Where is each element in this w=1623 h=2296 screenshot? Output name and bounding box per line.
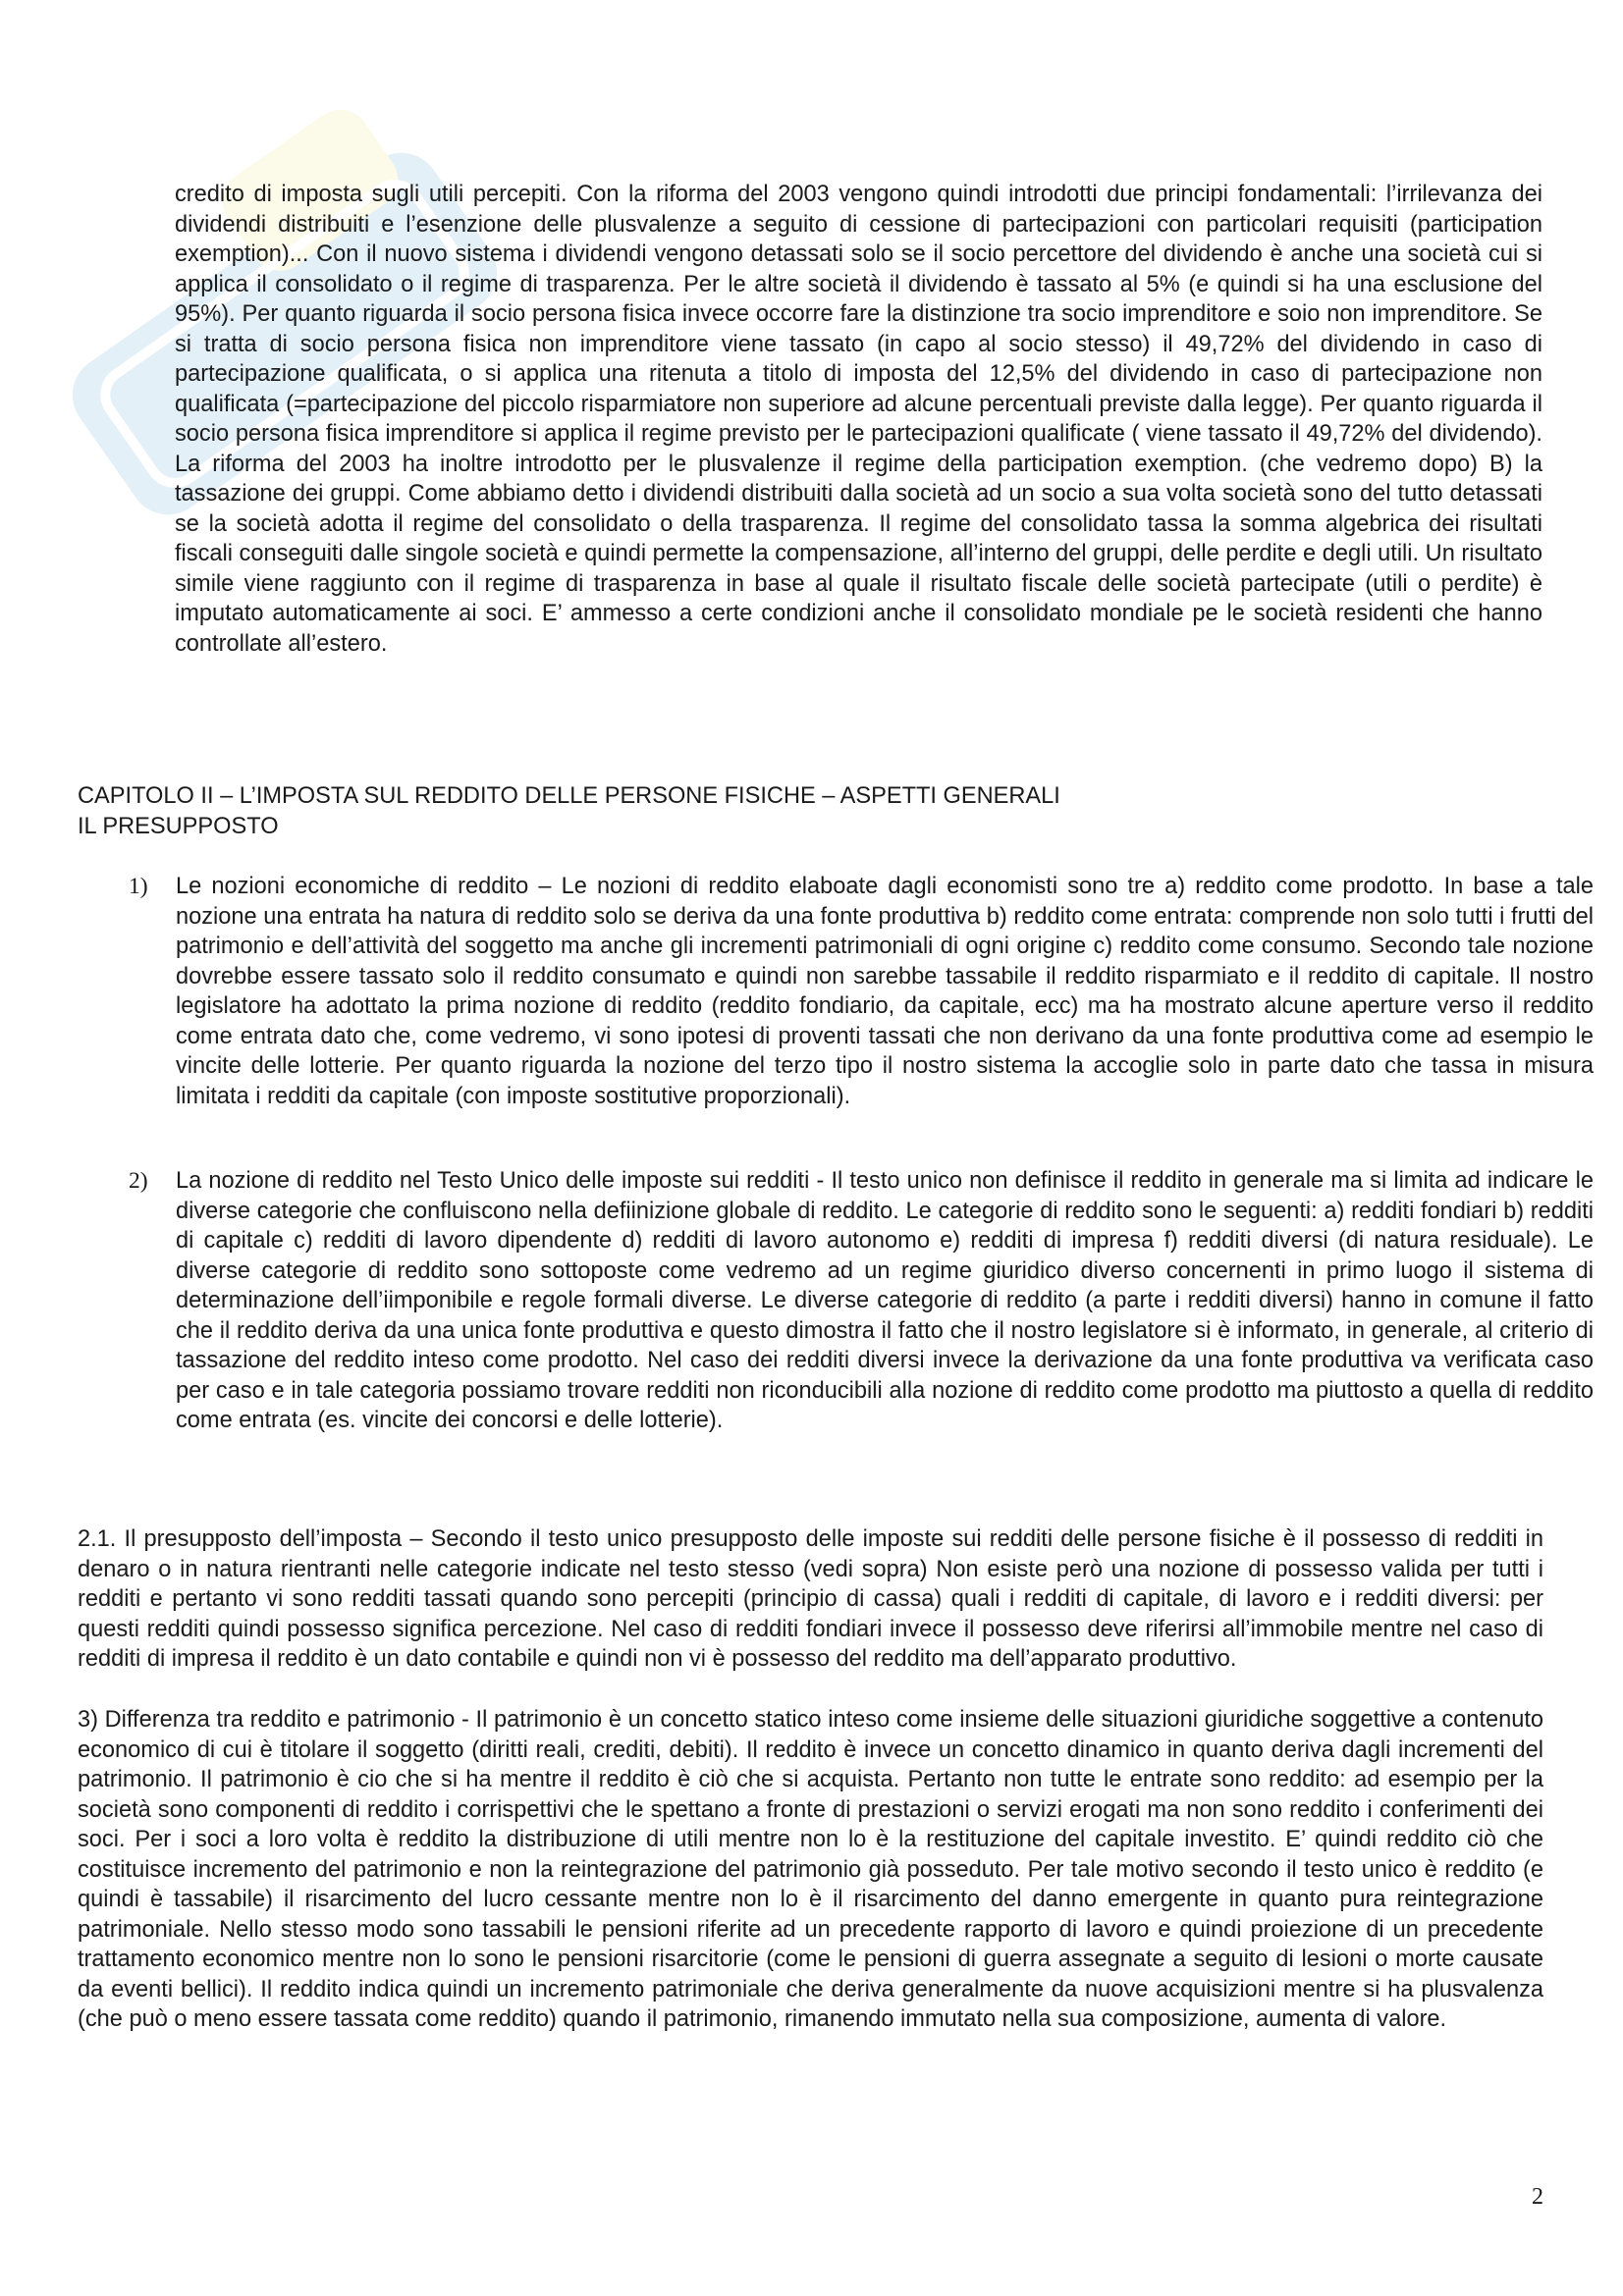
list-item-number: 2) xyxy=(129,1168,148,1194)
paragraph-2-1: 2.1. Il presupposto dell’imposta – Secondo il testo unico presupposto delle imposte sui redditi delle persone fisiche è il possesso di redditi in denaro o in natura rientranti nelle categorie indicate nel testo stesso (vedi sopra) Non esiste però una nozione di possesso valida per tutti i redditi e pertanto vi sono redditi tassati quando sono percepiti (principio di cassa) quali i redditi di capitale, di lavoro e i redditi diversi: per questi redditi quindi possesso significa percezione. Nel caso di redditi fondiari invece il possesso deve riferirsi all’immobile mentre nel caso di redditi di impresa il reddito è un dato contabile e quindi non vi è possesso del reddito ma dell’apparato produttivo. xyxy=(78,1526,1543,1672)
list-item-text: Le nozioni economiche di reddito – Le nozioni di reddito elaboate dagli economisti sono tre a) reddito come prodotto. In base a tale nozione una entrata ha natura di reddito solo se deriva da una fonte produttiva b) reddito come entrata: comprende non solo tutti i frutti del patrimonio e dell’attività del soggetto ma anche gli incrementi patrimoniali di ogni origine c) reddito come consumo. Secondo tale nozione dovrebbe essere tassato solo il reddito consumato e quindi non sarebbe tassabile il reddito risparmiato e il reddito di capitale. Il nostro legislatore ha adottato la prima nozione di reddito (reddito fondiario, da capitale, ecc) ma ha mostrato alcune aperture verso il reddito come entrata dato che, come vedremo, vi sono ipotesi di proventi tassati che non derivano da una fonte produttiva come ad esempio le vincite delle lotterie. Per quanto riguarda la nozione del terzo tipo il nostro sistema la accoglie solo in parte dato che tassa in misura limitata i redditi da capitale (con imposte sostitutive proporzionali). xyxy=(176,874,1594,1109)
list-item-number: 1) xyxy=(129,874,148,899)
list-item-text: La nozione di reddito nel Testo Unico delle imposte sui redditi - Il testo unico non definisce il reddito in generale ma si limita ad indicare le diverse categorie che confluiscono nella defiinizione globale di reddito. Le categorie di reddito sono le seguenti: a) redditi fondiari b) redditi di capitale c) redditi di lavoro dipendente d) redditi di lavoro autonomo e) redditi di impresa f) redditi diversi (di natura residuale). Le diverse categorie di reddito sono sottoposte come vedremo ad un regime giuridico diverso concernenti in primo luogo il sistema di determinazione dell’iimponibile e regole formali diverse. Le diverse categorie di reddito (a parte i redditi diversi) hanno in comune il fatto che il reddito deriva da una unica fonte produttiva e questo dimostra il fatto che il nostro legislatore si è informato, in generale, al criterio di tassazione del reddito inteso come prodotto. Nel caso dei redditi diversi invece la derivazione da una fonte produttiva va verificata caso per caso e in tale categoria possiamo trovare redditi non riconducibili alla nozione di reddito come prodotto ma piuttosto a quella di reddito come entrata (es. vincite dei concorsi e delle lotterie). xyxy=(176,1168,1594,1433)
chapter-title: CAPITOLO II – L’IMPOSTA SUL REDDITO DELLE PERSONE FISICHE – ASPETTI GENERALI xyxy=(78,783,1060,809)
paragraph-3: 3) Differenza tra reddito e patrimonio - Il patrimonio è un concetto statico inteso come insieme delle situazioni giuridiche soggettive a contenuto economico di cui è titolare il soggetto (diritti reali, crediti, debiti). Il reddito è invece un concetto dinamico in quanto deriva dagli incrementi del patrimonio. Il patrimonio è cio che si ha mentre il reddito è ciò che si acquista. Pertanto non tutte le entrate sono reddito: ad esempio per la società sono componenti di reddito i corrispettivi che le spettano a fronte di prestazioni o servizi erogati ma non sono reddito i conferimenti dei soci. Per i soci a loro volta è reddito la distribuzione di utili mentre non lo è la restituzione del capitale investito. E’ quindi reddito ciò che costituisce incremento del patrimonio e non la reintegrazione del patrimonio già posseduto. Per tale motivo secondo il testo unico è reddito (e quindi è tassabile) il risarcimento del lucro cessante mentre non lo è il risarcimento del danno emergente in quanto pura reintegrazione patrimoniale. Nello stesso modo sono tassabili le pensioni riferite ad un precedente rapporto di lavoro e quindi proiezione di un precedente trattamento economico mentre non lo sono le pensioni risarcitorie (come le pensioni di guerra assegnate a seguito di lesioni o morte causate da eventi bellici). Il reddito indica quindi un incremento patrimoniale che deriva generalmente da nuove acquisizioni mentre si ha plusvalenza (che può o meno essere tassata come reddito) quando il patrimonio, rimanendo immutato nella sua composizione, aumenta di valore. xyxy=(78,1707,1543,2032)
intro-paragraph: credito di imposta sugli utili percepiti. Con la riforma del 2003 vengono quindi introdotti due principi fondamentali: l’irrilevanza dei dividendi distribuiti e l’esenzione delle plusvalenze a seguito di cessione di partecipazioni con particolari requisiti (participation exemption)... Con il nuovo sistema i dividendi vengono detassati solo se il socio percettore del dividendo è anche una società cui si applica il consolidato o il regime di trasparenza. Per le altre società il dividendo è tassato al 5% (e quindi si ha una esclusione del 95%). Per quanto riguarda il socio persona fisica invece occorre fare la distinzione tra socio imprenditore e soio non imprenditore. Se si tratta di socio persona fisica non imprenditore viene tassato (in capo al socio stesso) il 49,72% del dividendo in caso di partecipazione qualificata, o si applica una ritenuta a titolo di imposta del 12,5% del dividendo in caso di partecipazione non qualificata (=partecipazione del piccolo risparmiatore non superiore ad alcune percentuali previste dalla legge). Per quanto riguarda il socio persona fisica imprenditore si applica il regime previsto per le partecipazioni qualificate ( viene tassato il 49,72% del dividendo). La riforma del 2003 ha inoltre introdotto per le plusvalenze il regime della participation exemption. (che vedremo dopo) B) la tassazione dei gruppi. Come abbiamo detto i dividendi distribuiti dalla società ad un socio a sua volta società sono del tutto detassati se la società adotta il regime del consolidato o della trasparenza. Il regime del consolidato tassa la somma algebrica dei risultati fiscali conseguiti dalle singole società e quindi permette la compensazione, all’interno del gruppi, delle perdite e degli utili. Un risultato simile viene raggiunto con il regime di trasparenza in base al quale il risultato fiscale delle società partecipate (utili o perdite) è imputato automaticamente ai soci. E’ ammesso a certe condizioni anche il consolidato mondiale pe le società residenti che hanno controllate all’estero. xyxy=(175,182,1542,657)
page-number: 2 xyxy=(1532,2184,1543,2210)
section-title: IL PRESUPPOSTO xyxy=(78,814,279,839)
